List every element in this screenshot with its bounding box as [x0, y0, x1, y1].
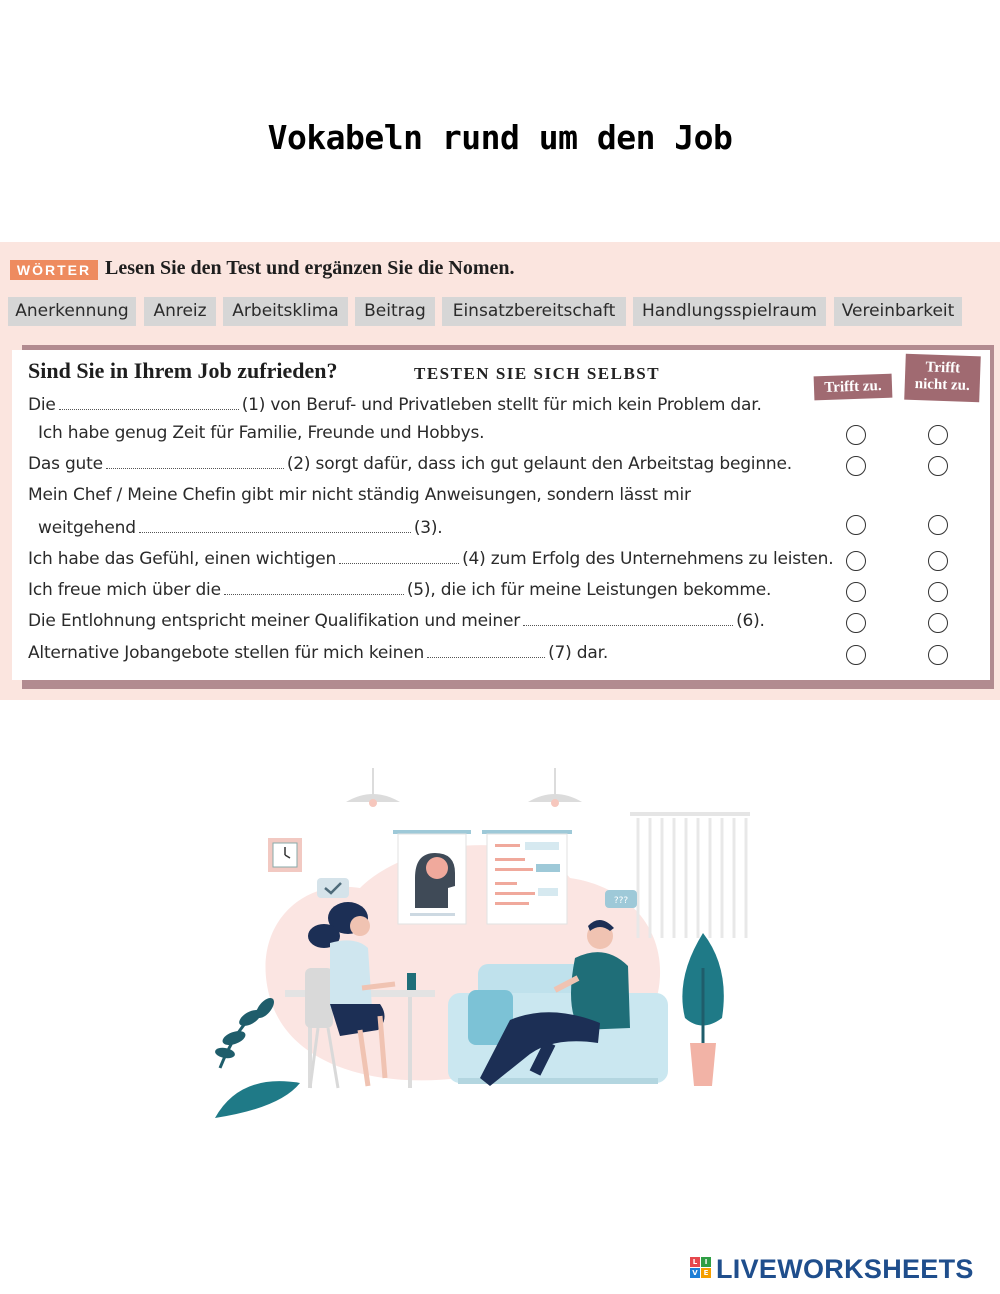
radio-4-not-applies[interactable]	[928, 551, 948, 571]
item-6	[28, 611, 765, 631]
logo-letter-i: I	[701, 1257, 711, 1267]
item-3	[38, 518, 443, 538]
instruction-text: Lesen Sie den Test und ergänzen Sie die Nomen.	[105, 257, 515, 279]
blank-2[interactable]	[106, 457, 284, 469]
radio-3-applies[interactable]	[846, 515, 866, 535]
radio-6-not-applies[interactable]	[928, 613, 948, 633]
radio-1-applies[interactable]	[846, 425, 866, 445]
word-chip-anreiz[interactable]: Anreiz	[144, 297, 216, 326]
item-2	[28, 454, 792, 474]
blank-1[interactable]	[59, 398, 239, 410]
item-6-before: Die Entlohnung entspricht meiner Qualifikation und meiner	[28, 611, 521, 631]
therapy-session-illustration	[210, 768, 770, 1128]
leaf-plant-left	[214, 995, 277, 1068]
ceiling-lamp-right	[528, 768, 582, 807]
checkmark-bubble-icon	[317, 878, 349, 898]
word-chip-beitrag[interactable]: Beitrag	[355, 297, 435, 326]
radio-3-not-applies[interactable]	[928, 515, 948, 535]
item-6-after: (6).	[736, 611, 765, 631]
item-2-before: Das gute	[28, 454, 103, 474]
potted-plant-right	[682, 933, 723, 1086]
radio-2-applies[interactable]	[846, 456, 866, 476]
item-1	[28, 395, 762, 415]
item-7-before: Alternative Jobangebote stellen für mich keinen	[28, 643, 425, 663]
quiz-card	[12, 350, 990, 680]
window-blinds	[630, 812, 750, 938]
ceiling-lamp-left	[346, 768, 400, 807]
floor-leaf-shape	[215, 1081, 300, 1118]
exercise-panel	[0, 242, 1000, 700]
question-bubble-icon	[605, 890, 637, 908]
item-2-after: (2) sorgt dafür, dass ich gut gelaunt den Arbeitstag beginne.	[286, 454, 792, 474]
woerter-badge: WÖRTER	[10, 260, 98, 280]
blank-7[interactable]	[427, 646, 545, 658]
item-4-before: Ich habe das Gefühl, einen wichtigen	[28, 549, 337, 569]
word-chip-arbeitsklima[interactable]: Arbeitsklima	[223, 297, 348, 326]
logo-letter-l: L	[690, 1257, 700, 1267]
radio-5-applies[interactable]	[846, 582, 866, 602]
logo-letter-v: V	[690, 1268, 700, 1278]
chart-poster	[482, 830, 572, 924]
wall-clock-icon	[268, 838, 302, 872]
word-chip-vereinbarkeit[interactable]: Vereinbarkeit	[834, 297, 962, 326]
blank-6[interactable]	[523, 614, 733, 626]
word-chip-handlungsspielraum[interactable]: Handlungsspielraum	[633, 297, 826, 326]
tag-nicht-line1: Trifft	[925, 359, 961, 377]
radio-1-not-applies[interactable]	[928, 425, 948, 445]
radio-6-applies[interactable]	[846, 613, 866, 633]
logo-letter-e: E	[701, 1268, 711, 1278]
question-marks: ???	[613, 896, 629, 906]
item-5-before: Ich freue mich über die	[28, 580, 221, 600]
radio-7-not-applies[interactable]	[928, 645, 948, 665]
blank-4[interactable]	[339, 552, 459, 564]
item-5-after: (5), die ich für meine Leistungen bekomme.	[406, 580, 772, 600]
item-1-after: (1) von Beruf- und Privatleben stellt für mich kein Problem dar.	[241, 395, 762, 415]
tag-nicht-line2: nicht zu.	[914, 376, 971, 394]
tag-trifft-nicht-zu	[904, 354, 981, 403]
brain-poster	[393, 830, 471, 924]
word-chip-anerkennung[interactable]: Anerkennung	[8, 297, 136, 326]
blank-5[interactable]	[224, 583, 404, 595]
radio-2-not-applies[interactable]	[928, 456, 948, 476]
item-3-intro: Mein Chef / Meine Chefin gibt mir nicht ständig Anweisungen, sondern lässt mir	[28, 485, 691, 505]
radio-4-applies[interactable]	[846, 551, 866, 571]
item-1-continuation: Ich habe genug Zeit für Familie, Freunde und Hobbys.	[38, 423, 485, 443]
word-chip-einsatzbereitschaft[interactable]: Einsatzbereitschaft	[442, 297, 626, 326]
item-3-before: weitgehend	[38, 518, 136, 538]
radio-7-applies[interactable]	[846, 645, 866, 665]
blank-3[interactable]	[139, 521, 411, 533]
quiz-title: Sind Sie in Ihrem Job zufrieden?	[28, 358, 338, 383]
item-7-after: (7) dar.	[548, 643, 609, 663]
page-title: Vokabeln rund um den Job	[267, 118, 733, 157]
quiz-subtitle: TESTEN SIE SICH SELBST	[414, 364, 661, 383]
liveworksheets-icon	[690, 1257, 712, 1279]
item-5	[28, 580, 771, 600]
item-3-after: (3).	[413, 518, 443, 538]
liveworksheets-brand-text: LIVEWORKSHEETS	[716, 1254, 974, 1284]
tag-trifft-zu: Trifft zu.	[814, 374, 893, 401]
item-7	[28, 643, 608, 663]
item-4	[28, 549, 833, 569]
item-4-after: (4) zum Erfolg des Unternehmens zu leisten.	[462, 549, 834, 569]
radio-5-not-applies[interactable]	[928, 582, 948, 602]
item-1-before: Die	[28, 395, 56, 415]
